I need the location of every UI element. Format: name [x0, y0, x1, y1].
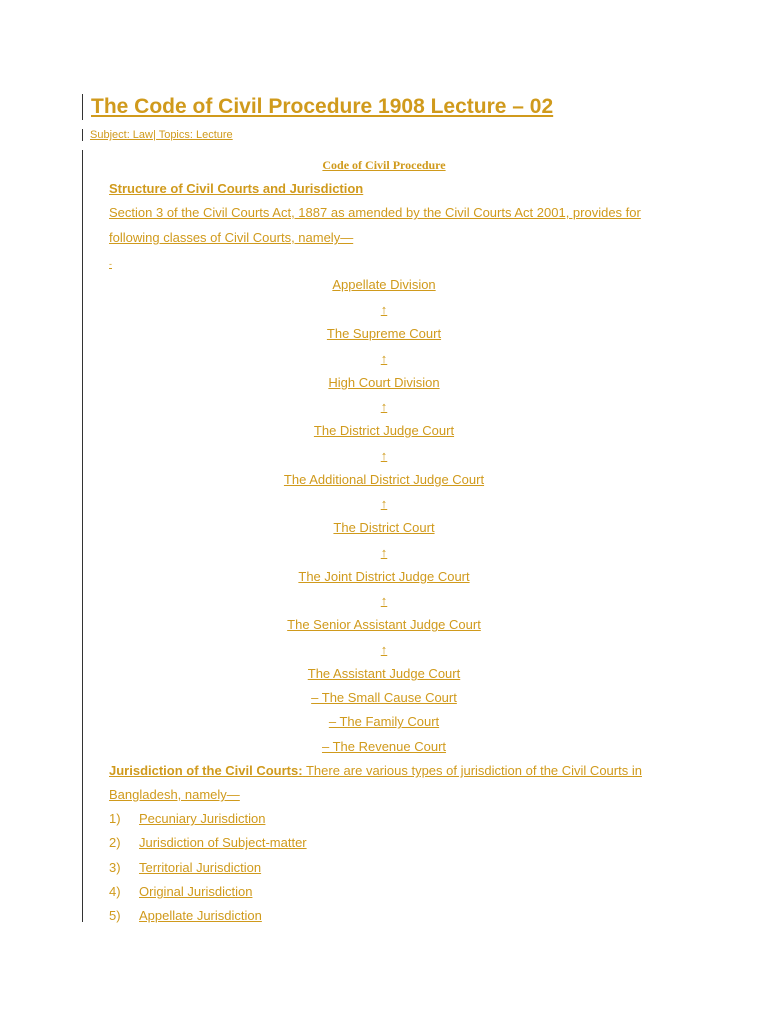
- court-item[interactable]: – The Revenue Court: [321, 739, 447, 754]
- up-arrow: ↑: [380, 399, 388, 414]
- intro-line-1[interactable]: Section 3 of the Civil Courts Act, 1887 as amended by the Civil Courts Act 2001, provides for: [109, 205, 641, 220]
- court-item[interactable]: The Assistant Judge Court: [307, 666, 461, 681]
- court-item[interactable]: High Court Division: [328, 375, 440, 390]
- list-item[interactable]: 3) Territorial Jurisdiction: [109, 860, 262, 875]
- court-item[interactable]: The District Judge Court: [313, 423, 455, 438]
- jurisdiction-paragraph-line-1[interactable]: [109, 763, 642, 779]
- page-title[interactable]: The Code of Civil Procedure 1908 Lecture – 02: [91, 95, 554, 118]
- subject-topics-link[interactable]: Subject: Law| Topics: Lecture: [90, 129, 233, 141]
- doc-heading[interactable]: [0, 157, 768, 173]
- court-item[interactable]: – The Family Court: [328, 714, 440, 729]
- court-item[interactable]: Appellate Division: [332, 277, 436, 292]
- up-arrow: ↑: [380, 351, 388, 366]
- left-border-line-body: [82, 150, 83, 922]
- left-border-line-subtitle: [82, 129, 83, 141]
- list-item[interactable]: 4) Original Jurisdiction: [109, 884, 253, 899]
- up-arrow: ↑: [380, 593, 388, 608]
- list-item[interactable]: 2) Jurisdiction of Subject-matter: [109, 835, 307, 850]
- up-arrow: ↑: [380, 545, 388, 560]
- jurisdiction-paragraph-line-2[interactable]: Bangladesh, namely—: [109, 787, 240, 802]
- up-arrow: ↑: [380, 302, 388, 317]
- jurisdiction-heading[interactable]: Jurisdiction of the Civil Courts:: [109, 763, 303, 778]
- court-item[interactable]: – The Small Cause Court: [311, 690, 457, 705]
- court-item[interactable]: The Supreme Court: [326, 326, 442, 341]
- court-item[interactable]: The Joint District Judge Court: [298, 569, 470, 584]
- list-item[interactable]: 5) Appellate Jurisdiction: [109, 908, 262, 923]
- up-arrow: ↑: [380, 448, 388, 463]
- court-item[interactable]: The District Court: [333, 520, 435, 535]
- intro-line-2[interactable]: following classes of Civil Courts, namely—: [109, 230, 354, 245]
- stray-mark[interactable]: -: [109, 259, 112, 269]
- section-heading[interactable]: Structure of Civil Courts and Jurisdiction: [109, 181, 364, 196]
- court-item[interactable]: The Additional District Judge Court: [283, 472, 485, 487]
- up-arrow: ↑: [380, 496, 388, 511]
- doc-heading-text[interactable]: Code of Civil Procedure: [322, 158, 446, 172]
- left-border-line-title: [82, 94, 83, 120]
- court-item[interactable]: The Senior Assistant Judge Court: [287, 617, 481, 632]
- up-arrow: ↑: [380, 642, 388, 657]
- list-item[interactable]: 1) Pecuniary Jurisdiction: [109, 811, 266, 826]
- jurisdiction-text[interactable]: There are various types of jurisdiction of the Civil Courts in: [305, 763, 642, 778]
